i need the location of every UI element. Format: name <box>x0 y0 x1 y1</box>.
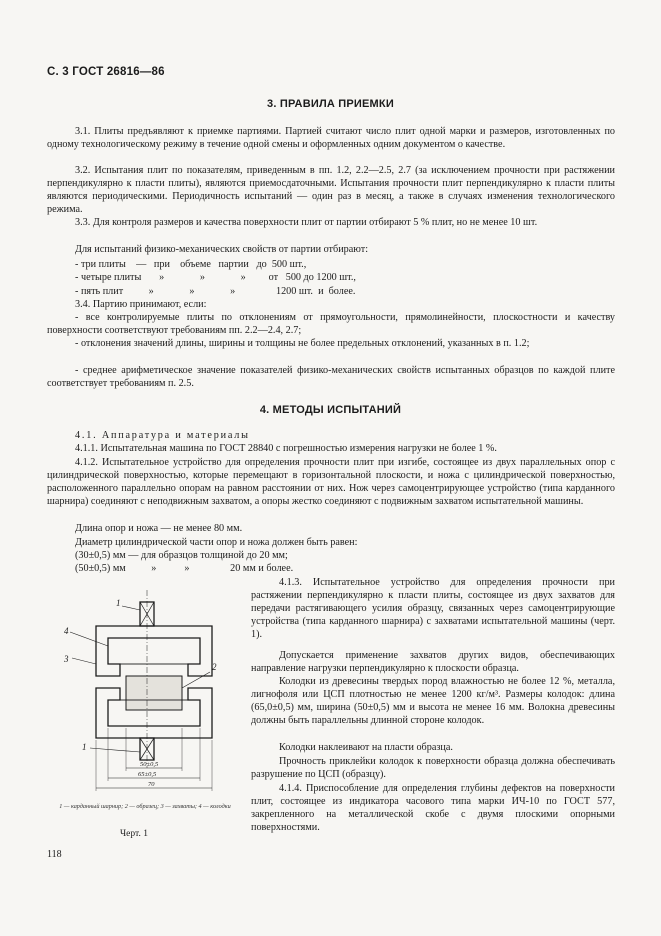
upper-pad <box>108 638 200 664</box>
paragraph-4-1-2: 4.1.2. Испытательное устройство для определения прочности плит при изгибе, состоящее из двух параллельных опор с цилиндрической поверхностью, которые перемещают в горизонтальной плоскости, и ножа с цилиндрической поверхностью, расположенного параллельно опорам на равном расстоянии от них. Нож через самоцентрирующее устройство (типа карданного шарнира) соединяют с неподвижным захватом, а опоры жестко соединяют с подвижным захватом испытательной машины. <box>47 457 615 507</box>
page-number: 118 <box>47 849 62 860</box>
paragraph-4-1-1: 4.1.1. Испытательная машина по ГОСТ 28840 с погрешностью измерения нагрузки не более 1 %. <box>75 443 497 454</box>
fig-label-3: 3 <box>64 654 69 664</box>
section-4-title: 4. МЕТОДЫ ИСПЫТАНИЙ <box>259 404 402 416</box>
upper-grip <box>96 626 212 676</box>
fig-label-4: 4 <box>64 626 69 636</box>
figure-1-caption: 1 — карданный шарнир; 2 — образец; 3 — захваты; 4 — колодки <box>59 803 231 810</box>
paragraph-4-1-3-c: Колодки из древесины твердых пород влажностью не более 12 %, металла, лигнофоля или ЦСП плотностью не менее 1200 кг/м³. Размеры колодок: длина (65,0±0,5) мм, ширина (50±0,5) мм и высота не менее 16 мм. Волокна древесины должны быть параллельны длинной стороне колодок. <box>251 676 615 726</box>
paragraph-3-3: 3.3. Для контроля размеров и качества поверхности плит от партии отбирают 5 % плит, но не менее 10 шт. <box>75 217 538 228</box>
paragraph-3-4: 3.4. Партию принимают, если: <box>75 299 207 310</box>
figure-1-title: Черт. 1 <box>120 829 148 839</box>
paragraph-4-1-2-e: (50±0,5) мм » » 20 мм и более. <box>75 563 294 574</box>
fig-label-2: 2 <box>212 662 217 672</box>
paragraph-4-1-3-b: Допускается применение захватов других видов, обеспечивающих направление нагрузки перпендикулярно к плоскости образца. <box>251 650 615 674</box>
paragraph-3-1: 3.1. Плиты предъявляют к приемке партиями. Партией считают число плит одной марки и размеров, изготовленных по одному технологическому режиму в течение одной смены и оформленных одним документом о качестве. <box>47 126 615 150</box>
page-header: С. 3 ГОСТ 26816—86 <box>47 66 165 78</box>
sample-list-item: - пять плит » » » 1200 шт. и более. <box>75 286 356 297</box>
dim-inner: 50±0,5 <box>140 761 159 768</box>
dim-mid: 65±0,5 <box>138 771 157 778</box>
fig-label-1-bottom: 1 <box>82 742 87 752</box>
paragraph-3-4-b: - отклонения значений длины, ширины и толщины не более предельных отклонений, указанных в п. 1.2; <box>75 338 530 349</box>
paragraph-3-3-b: Для испытаний физико-механических свойств от партии отбирают: <box>75 244 369 255</box>
sample-list-item: - четыре плиты » » » от 500 до 1200 шт., <box>75 272 356 283</box>
paragraph-3-4-a: - все контролируемые плиты по отклонениям от прямоугольности, прямолинейности, плоскостности и качеству поверхности соответствуют требованиям пп. 2.2—2.4, 2.7; <box>47 312 615 336</box>
paragraph-3-4-c: - среднее арифметическое значение показателей физико-механических свойств испытанных образцов по каждой плите соответствует требованиям п. 2.5. <box>47 365 615 389</box>
paragraph-4-1-2-c: Диаметр цилиндрической части опор и ножа должен быть равен: <box>75 537 358 548</box>
subsection-4-1-heading: 4.1. Аппаратура и материалы <box>75 430 250 441</box>
fig-label-1-top: 1 <box>116 598 121 608</box>
paragraph-4-1-2-d: (30±0,5) мм — для образцов толщиной до 20 мм; <box>75 550 288 561</box>
figure-1-drawing <box>60 588 245 798</box>
dim-outer: 70 <box>148 781 155 788</box>
paragraph-4-1-3-d: Колодки наклеивают на пласти образца. <box>279 742 453 753</box>
paragraph-4-1-3-e: Прочность приклейки колодок к поверхности образца должна обеспечивать разрушение по ЦСП (образцу). <box>251 756 615 780</box>
paragraph-3-2: 3.2. Испытания плит по показателям, приведенным в пп. 1.2, 2.2—2.5, 2.7 (за исключением прочности при растяжении перпендикулярно к пласти плиты), являются приемосдаточными. Испытания прочности плит перпендикулярно к пласти плиты являются периодическими. Периодичность испытаний — один раз в месяц, а также в случаях изменения технологического режима. <box>47 165 615 215</box>
section-3-title: 3. ПРАВИЛА ПРИЕМКИ <box>267 98 394 110</box>
paragraph-4-1-4: 4.1.4. Приспособление для определения глубины дефектов на поверхности плит, состоящее из индикатора часового типа марки ИЧ-10 по ГОСТ 577, закрепленного на металлической скобе с двумя плоскими опорными поверхностями. <box>251 783 615 833</box>
sample-list-item: - три плиты — при объеме партии до 500 шт., <box>75 259 307 270</box>
specimen <box>126 676 182 710</box>
paragraph-4-1-2-b: Длина опор и ножа — не менее 80 мм. <box>75 523 243 534</box>
paragraph-4-1-3: 4.1.3. Испытательное устройство для определения прочности при растяжении перпендикулярно к пласти плиты, состоящее из двух захватов для передачи растягивающего усилия образцу, связанных через самоцентрирующие устройства (типа карданного шарнира) с захватами испытательной машины (черт. 1). <box>251 577 615 640</box>
